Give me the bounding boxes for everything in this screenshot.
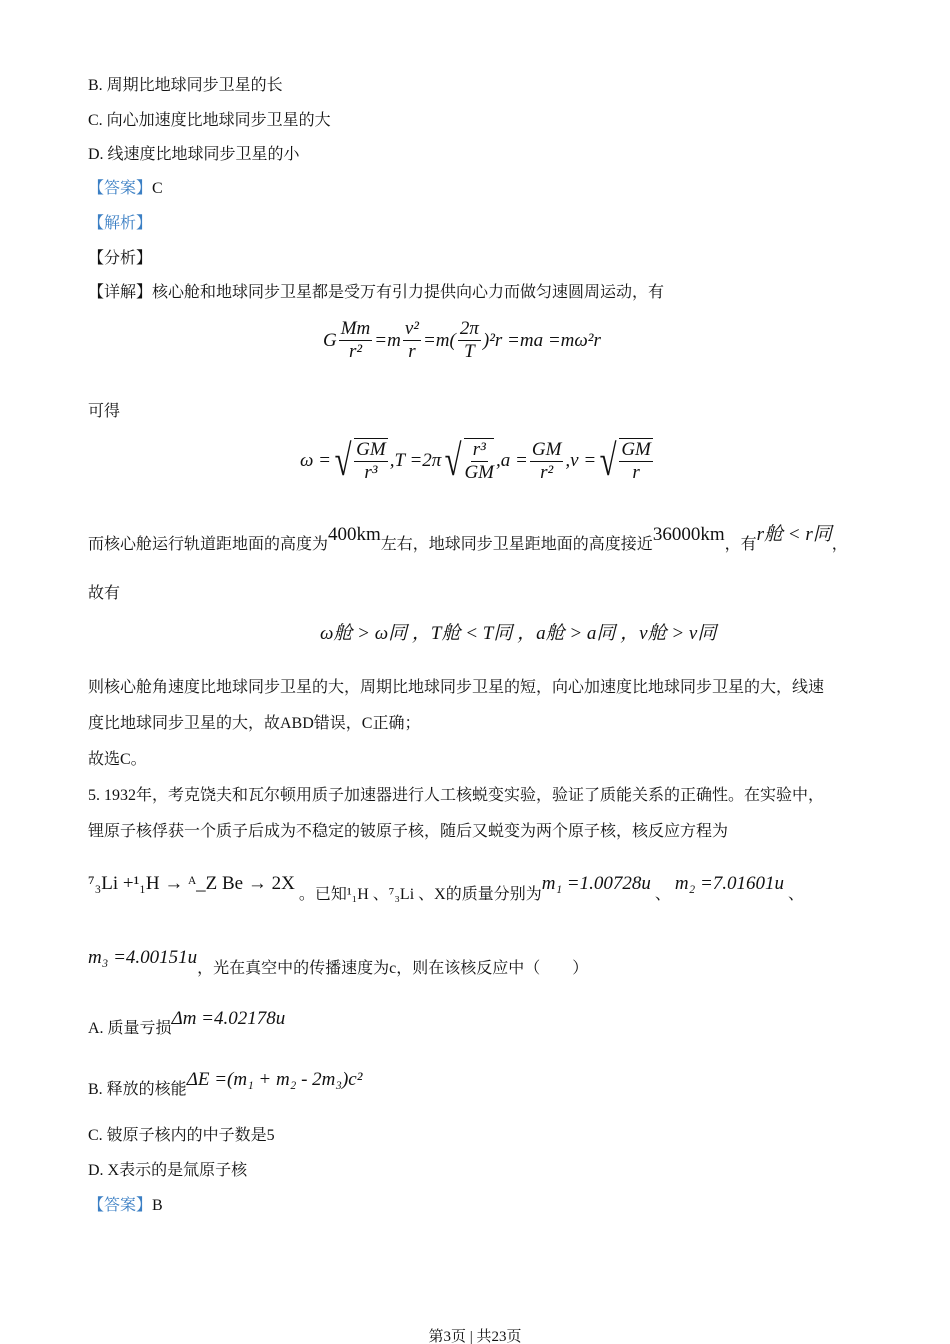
m3-line <box>88 947 589 977</box>
eq-num: 2π <box>459 318 479 339</box>
detail-line <box>88 283 664 303</box>
conclusion-3: 故选C。 <box>88 751 147 768</box>
option-label: A. 质量亏损 <box>88 1020 172 1037</box>
option-c: C. 向心加速度比地球同步卫星的大 <box>88 112 331 129</box>
value-36000km: 36000km <box>652 524 725 545</box>
eq-num: GM <box>356 439 386 460</box>
text: 左右，地球同步卫星距地面的高度接近 <box>380 536 653 553</box>
answer-value: B <box>152 1197 163 1214</box>
value-400km: 400km <box>328 524 381 545</box>
eq-term: ω = <box>300 450 331 471</box>
q5-option-c: C. 铍原子核内的中子数是5 <box>88 1127 275 1144</box>
q5-option-d: D. X表示的是氚原子核 <box>88 1162 248 1179</box>
guyou: 故有 <box>88 585 121 602</box>
detail-label: 【详解】 <box>88 284 153 301</box>
option-b: B. 周期比地球同步卫星的长 <box>88 77 283 94</box>
radius-relation: r舱 < r同 <box>756 524 832 545</box>
option-d: D. 线速度比地球同步卫星的小 <box>88 146 300 163</box>
option-formula: ΔE =(m₁ + m₂ - 2m₃)c² <box>186 1069 363 1090</box>
sep: 、 <box>654 886 671 903</box>
eq-term: =m( <box>422 329 456 351</box>
q5-answer <box>88 1196 163 1216</box>
equation-comparison: ω舱 > ω同 ，T舱 < T同 ，a舱 > a同 ，v舱 > v同 <box>320 623 717 644</box>
q5-stem-1: 5. 1932年，考克饶夫和瓦尔顿用质子加速器进行人工核蜕变实验，验证了质能关系的正确性。在实验中， <box>88 787 825 804</box>
eq-num: GM <box>531 438 562 460</box>
q5-option-a <box>88 1008 286 1039</box>
analysis-label: 【解析】 <box>88 215 153 232</box>
text: ，光在真空中的传播速度为c，则在该核反应中（ ） <box>197 960 589 977</box>
eq-den: r <box>632 462 640 483</box>
eq-den: r² <box>348 341 363 362</box>
text: 。已知¹₁H 、⁷₃Li 、X的质量分别为 <box>298 886 542 903</box>
q5-stem-2: 锂原子核俘获一个质子后成为不稳定的铍原子核，随后又蜕变为两个原子核，核反应方程为 <box>88 823 729 840</box>
eq-den: r <box>408 341 416 362</box>
answer-value: C <box>152 180 163 197</box>
eq-term: ,T =2π <box>389 450 442 471</box>
eq-term: )²r =ma =mω²r <box>482 329 601 351</box>
eq-num: GM <box>621 439 651 460</box>
eq-term: G <box>323 329 337 351</box>
reaction-line <box>88 873 805 903</box>
text: ，有 <box>724 536 757 553</box>
sep: 、 <box>788 886 805 903</box>
equation-results: ω = √ $\frac{GM}{\text{r³}}$ ,T =2π √ $\frac{\text{r³}}{GM}$ ,a = $\frac{GM}{\text{r²}}$ ,v = √ $\frac{GM}{r}$ <box>300 436 651 485</box>
eq-num: v² <box>404 318 419 339</box>
mass-m2: m₂ =7.01601u <box>674 873 785 894</box>
mass-m1: m₁ =1.00728u <box>541 873 651 894</box>
eq-den: r³ <box>364 462 378 483</box>
answer-line <box>88 179 163 199</box>
equation-gravity <box>323 318 601 363</box>
page-footer: 第3页 | 共23页 <box>428 1329 522 1344</box>
eq-den: GM <box>464 462 495 483</box>
eq-term: ,a = <box>496 450 528 471</box>
text: ， <box>831 536 848 553</box>
mass-m3: m₃ =4.00151u <box>88 947 198 968</box>
fenxi-label: 【分析】 <box>88 250 153 267</box>
q5-option-b <box>88 1069 363 1100</box>
eq-den: T <box>464 341 475 362</box>
answer-label: 【答案】 <box>88 180 153 197</box>
height-line <box>88 524 848 555</box>
option-label: B. 释放的核能 <box>88 1081 187 1098</box>
option-formula: Δm =4.02178u <box>171 1008 286 1029</box>
eq-term: =m <box>374 329 401 351</box>
conclusion-2: 度比地球同步卫星的大，故ABD错误，C正确； <box>88 715 421 732</box>
detail-text: 核心舱和地球同步卫星都是受万有引力提供向心力而做匀速圆周运动，有 <box>152 284 665 301</box>
eq-num: r³ <box>472 439 486 460</box>
answer-label: 【答案】 <box>88 1197 153 1214</box>
eq-num: Mm <box>340 318 371 339</box>
text: 而核心舱运行轨道距地面的高度为 <box>88 536 329 553</box>
kede: 可得 <box>88 403 121 420</box>
eq-den: r² <box>540 461 554 483</box>
conclusion-1: 则核心舱角速度比地球同步卫星的大，周期比地球同步卫星的短，向心加速度比地球同步卫星的大，线速 <box>88 679 825 696</box>
reaction-equation: ⁷₃Li +¹₁H → ᴬ_Z Be → 2X <box>88 873 295 894</box>
eq-term: ,v = <box>565 450 597 471</box>
